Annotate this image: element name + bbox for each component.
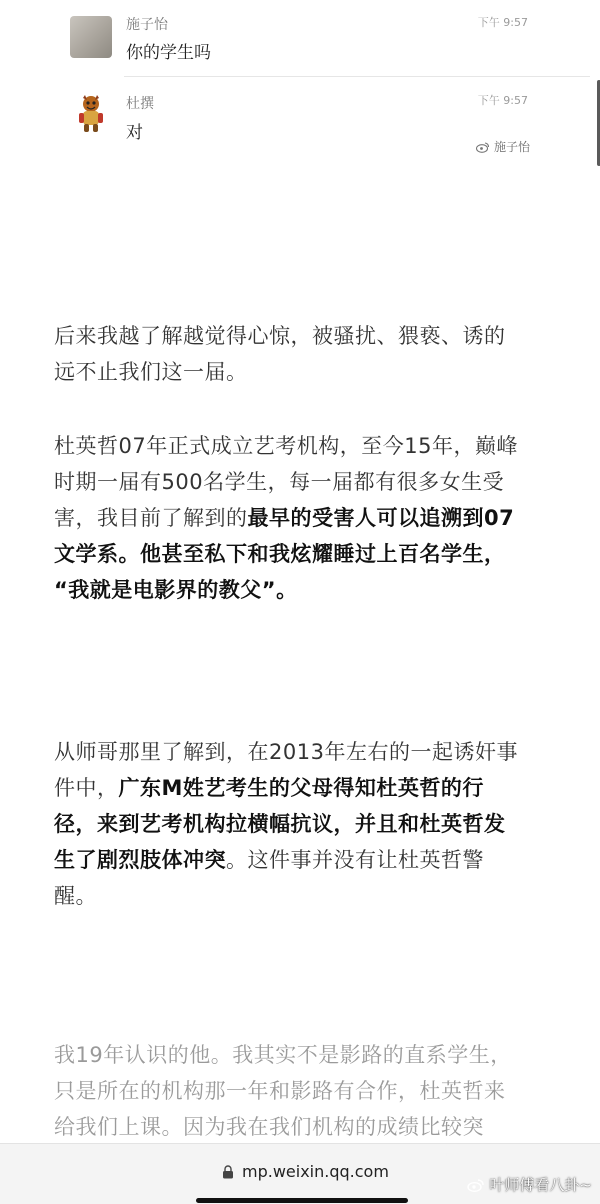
paragraph-line [54,806,554,842]
article-paragraph [54,318,554,390]
lock-icon [222,1165,234,1179]
chat-card [58,0,542,170]
paragraph-line: 时期一届有500名学生，每一届都有很多女生受 [54,470,505,494]
sender-name: 施子怡 [126,17,168,33]
paragraph-line: 给我们上课。因为我在我们机构的成绩比较突 [54,1115,484,1139]
paragraph-line: 我19年认识的他。我其实不是影路的直系学生， [54,1043,512,1067]
paragraph-line: 远不止我们这一届。 [54,360,248,384]
divider [124,76,590,77]
sender-name: 杜撰 [126,96,154,112]
chat-message [58,78,542,170]
cartoon-avatar-icon [70,92,112,134]
bold-text: 广东M姓艺考生的父母得知杜英哲的行 [118,776,484,800]
message-time: 下午 9:57 [477,16,528,29]
url-text: mp.weixin.qq.com [242,1162,389,1181]
paragraph-line: 后来我越了解越觉得心惊，被骚扰、猥亵、诱的 [54,324,506,348]
message-time: 下午 9:57 [477,94,528,107]
article-paragraph [54,1037,554,1145]
weibo-icon [467,1178,485,1192]
share-tag-label: 施子怡 [493,140,530,154]
plain-text: 。这件事并没有让杜英哲警 [226,848,484,872]
bold-text: 径，来到艺考机构拉横幅抗议，并且和杜英哲发 [54,812,506,836]
paragraph-line [54,536,554,572]
watermark [467,1174,592,1195]
avatar[interactable] [70,16,112,58]
bold-text: 最早的受害人可以追溯到07 [247,506,515,530]
chat-message [58,0,542,76]
bold-text: “我就是电影界的教父”。 [54,578,298,602]
share-tag [476,138,530,155]
article-paragraph [54,428,554,608]
plain-text: 件中， [54,776,119,800]
paragraph-line: 从师哥那里了解到，在2013年左右的一起诱奸事 [54,740,518,764]
paragraph-line [54,842,554,878]
scrollbar[interactable] [596,10,600,170]
paragraph-line [54,572,554,608]
watermark-text: 叶师傅看八卦~ [489,1176,592,1194]
paragraph-line: 只是所在的机构那一年和影路有合作，杜英哲来 [54,1079,506,1103]
paragraph-line [54,500,554,536]
weibo-icon [476,141,490,153]
home-indicator[interactable] [196,1198,408,1203]
message-text: 你的学生吗 [126,43,211,63]
paragraph-line: 杜英哲07年正式成立艺考机构，至今15年，巅峰 [54,434,518,458]
address-bar[interactable] [222,1162,389,1181]
avatar[interactable] [70,92,112,134]
message-text: 对 [126,123,143,143]
article-paragraph [54,734,554,914]
browser-bottom-bar [0,1143,600,1204]
bold-text: 文学系。他甚至私下和我炫耀睡过上百名学生， [54,542,506,566]
paragraph-line [54,770,554,806]
paragraph-line: 醒。 [54,884,97,908]
plain-text: 害，我目前了解到的 [54,506,248,530]
bold-text: 生了剧烈肢体冲突 [54,848,226,872]
